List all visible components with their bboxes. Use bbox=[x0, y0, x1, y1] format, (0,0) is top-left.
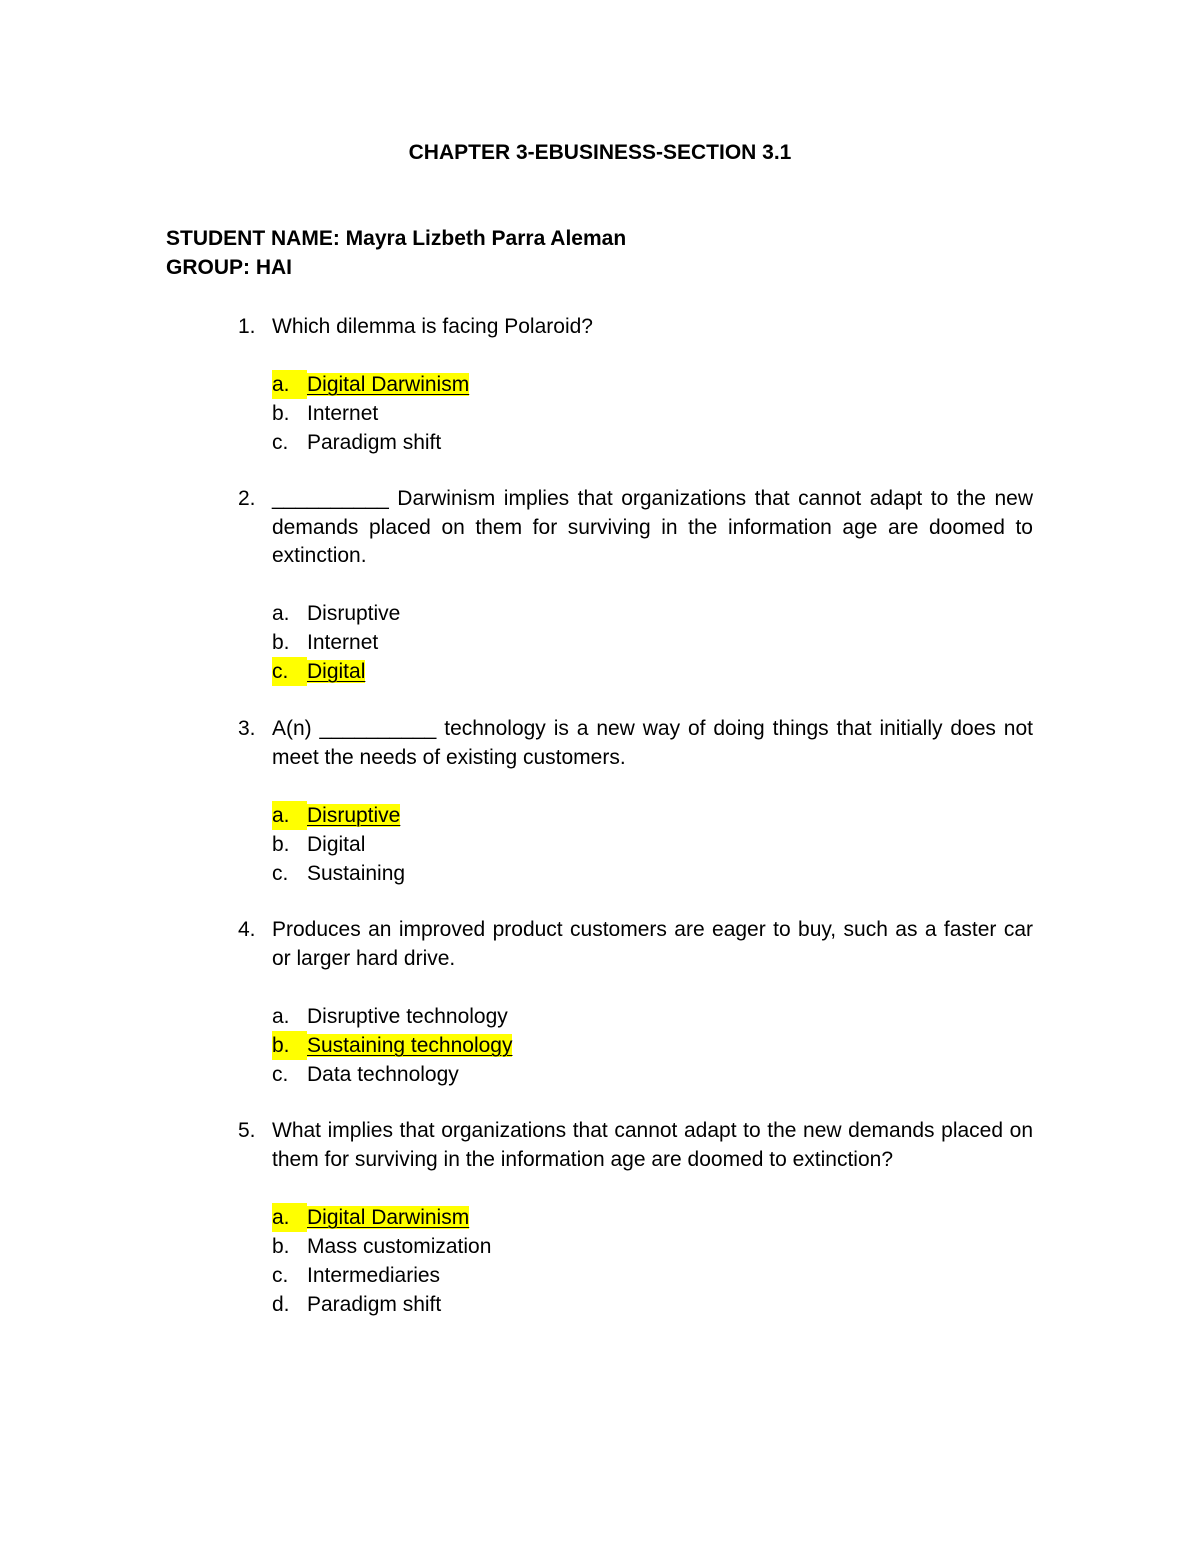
option-letter: b. bbox=[272, 833, 290, 856]
option-correct-answer bbox=[272, 801, 405, 830]
question-number: 5. bbox=[238, 1119, 256, 1142]
question-text: Produces an improved product customers are eager to buy, such as a faster car or larger hard drive. bbox=[272, 918, 1033, 970]
group-value: HAI bbox=[255, 256, 293, 279]
option-letter: d. bbox=[272, 1293, 290, 1316]
option-letter: a. bbox=[272, 1005, 290, 1028]
document-title: CHAPTER 3-EBUSINESS-SECTION 3.1 bbox=[408, 141, 792, 164]
question-1 bbox=[238, 313, 1033, 342]
student-name-line bbox=[166, 227, 626, 251]
option-text: Internet bbox=[307, 402, 379, 425]
option-letter: c. bbox=[272, 1063, 289, 1086]
option-text: Digital Darwinism bbox=[307, 1206, 470, 1229]
option bbox=[272, 428, 469, 457]
option-text: Disruptive technology bbox=[307, 1005, 508, 1028]
option-letter: c. bbox=[272, 1264, 289, 1287]
question-2-options bbox=[272, 599, 400, 686]
option-letter: a. bbox=[272, 602, 290, 625]
option-letter: a. bbox=[272, 801, 307, 830]
option-letter: b. bbox=[272, 1031, 307, 1060]
option-text: Paradigm shift bbox=[307, 431, 442, 454]
option bbox=[272, 1002, 512, 1031]
question-text: What implies that organizations that cannot adapt to the new demands placed on them for surviving in the information age are doomed to extinction? bbox=[272, 1119, 1033, 1171]
question-5-options bbox=[272, 1203, 491, 1319]
question-3-options bbox=[272, 801, 405, 888]
option bbox=[272, 628, 400, 657]
option bbox=[272, 1261, 491, 1290]
question-number: 4. bbox=[238, 918, 256, 941]
student-name-value: Mayra Lizbeth Parra Aleman bbox=[345, 227, 627, 250]
question-number: 2. bbox=[238, 487, 256, 510]
group-line bbox=[166, 256, 292, 280]
option-text: Paradigm shift bbox=[307, 1293, 442, 1316]
option-correct-answer bbox=[272, 657, 400, 686]
option-letter: b. bbox=[272, 402, 290, 425]
option bbox=[272, 1232, 491, 1261]
option bbox=[272, 1060, 512, 1089]
option bbox=[272, 859, 405, 888]
question-text: __________ Darwinism implies that organizations that cannot adapt to the new demands placed on them for surviving in the information age are doomed to extinction. bbox=[272, 487, 1033, 567]
option-letter: c. bbox=[272, 431, 289, 454]
option bbox=[272, 399, 469, 428]
option-text: Intermediaries bbox=[307, 1264, 441, 1287]
student-name-label: STUDENT NAME: bbox=[166, 227, 340, 250]
option-text: Digital Darwinism bbox=[307, 373, 470, 396]
question-2 bbox=[238, 485, 1033, 571]
option-letter: a. bbox=[272, 1203, 307, 1232]
option-text: Data technology bbox=[307, 1063, 459, 1086]
option-text: Sustaining bbox=[307, 862, 406, 885]
question-number: 3. bbox=[238, 717, 256, 740]
group-label: GROUP: bbox=[166, 256, 250, 279]
option-text: Internet bbox=[307, 631, 379, 654]
question-text: A(n) __________ technology is a new way of doing things that initially does not meet the needs of existing customers. bbox=[272, 717, 1033, 769]
option-text: Disruptive bbox=[307, 602, 401, 625]
option-correct-answer bbox=[272, 1031, 512, 1060]
question-text: Which dilemma is facing Polaroid? bbox=[272, 315, 593, 338]
option-correct-answer bbox=[272, 1203, 491, 1232]
option-letter: b. bbox=[272, 1235, 290, 1258]
question-4 bbox=[238, 916, 1033, 973]
option bbox=[272, 1290, 491, 1319]
option bbox=[272, 599, 400, 628]
option-text: Digital bbox=[307, 660, 366, 683]
option-correct-answer bbox=[272, 370, 469, 399]
option-text: Disruptive bbox=[307, 804, 401, 827]
option-letter: b. bbox=[272, 631, 290, 654]
option-text: Digital bbox=[307, 833, 366, 856]
question-1-options bbox=[272, 370, 469, 457]
option-letter: a. bbox=[272, 370, 307, 399]
question-5 bbox=[238, 1117, 1033, 1174]
option-letter: c. bbox=[272, 657, 307, 686]
question-3 bbox=[238, 715, 1033, 772]
option-letter: c. bbox=[272, 862, 289, 885]
option-text: Mass customization bbox=[307, 1235, 492, 1258]
option-text: Sustaining technology bbox=[307, 1034, 513, 1057]
option bbox=[272, 830, 405, 859]
question-4-options bbox=[272, 1002, 512, 1089]
question-number: 1. bbox=[238, 315, 256, 338]
